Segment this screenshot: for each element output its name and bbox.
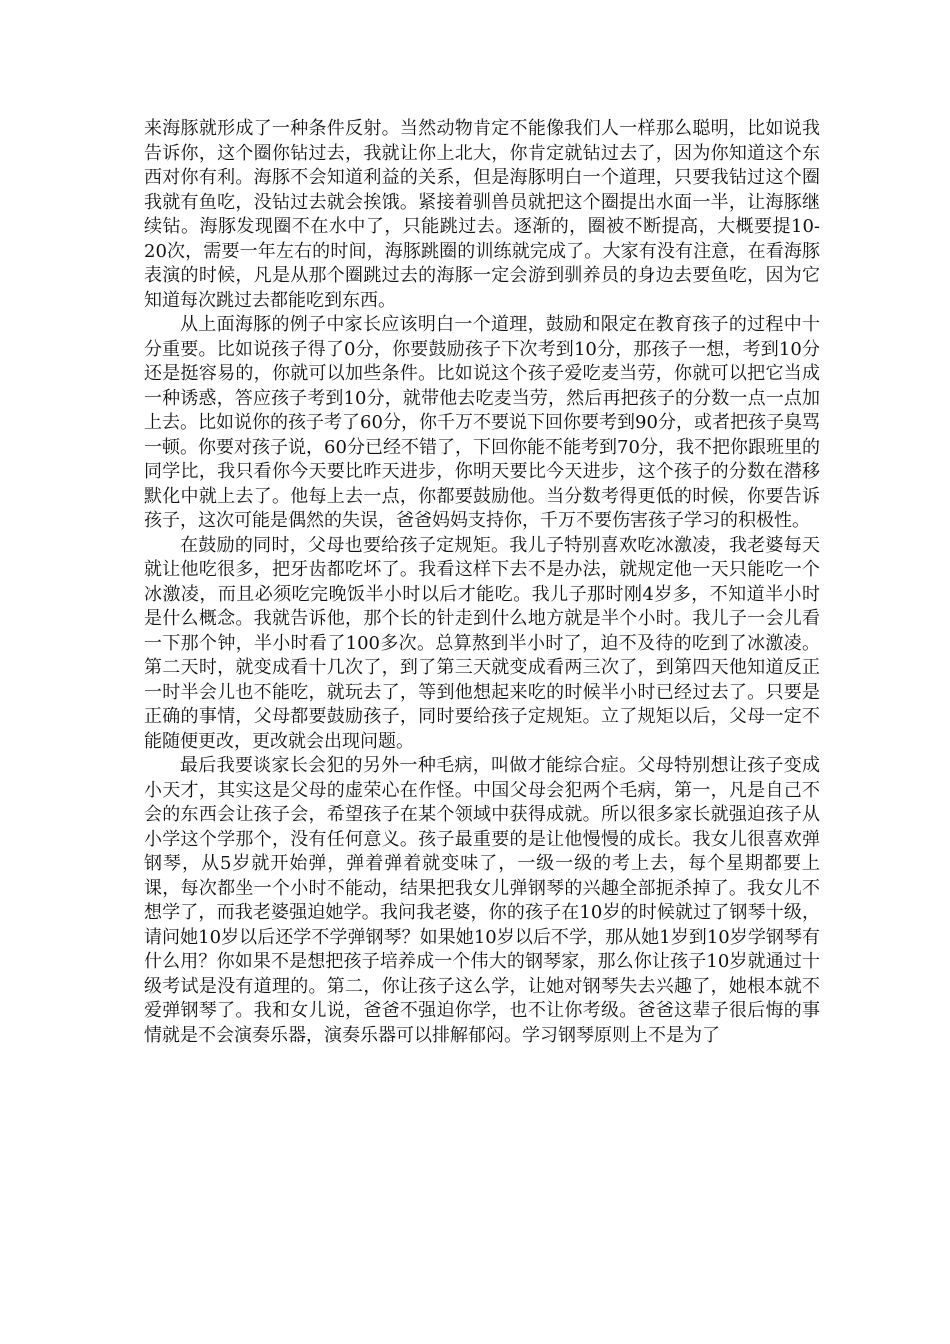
- paragraph-3: 在鼓励的同时，父母也要给孩子定规矩。我儿子特别喜欢吃冰激凌，我老婆每天就让他吃很多，把牙齿都吃坏了。我看这样下去不是办法，就规定他一天只能吃一个冰激凌，而且必须吃完晚饭半小时以后才能吃。我儿子那时刚4岁多，不知道半小时是什么概念。我就告诉他，那个长的针走到什么地方就是半个小时。我儿子一会儿看一下那个钟，半小时看了100多次。总算熬到半小时了，迫不及待的吃到了冰激凌。第二天时，就变成看十几次了，到了第三天就变成看两三次了，到第四天他知道反正一时半会儿也不能吃，就玩去了，等到他想起来吃的时候半小时已经过去了。只要是正确的事情，父母都要鼓励孩子，同时要给孩子定规矩。立了规矩以后，父母一定不能随便更改，更改就会出现问题。: [144, 534, 820, 752]
- paragraph-4: 最后我要谈家长会犯的另外一种毛病，叫做才能综合症。父母特别想让孩子变成小天才，其实这是父母的虚荣心在作怪。中国父母会犯两个毛病，第一，凡是自己不会的东西会让孩子会，希望孩子在某个领域中获得成就。所以很多家长就强迫孩子从小学这个学那个，没有任何意义。孩子最重要的是让他慢慢的成长。我女儿很喜欢弹钢琴，从5岁就开始弹，弹着弹着就变味了，一级一级的考上去，每个星期都要上课，每次都坐一个小时不能动，结果把我女儿弹钢琴的兴趣全部扼杀掉了。我女儿不想学了，而我老婆强迫她学。我问我老婆，你的孩子在10岁的时候就过了钢琴十级，请问她10岁以后还学不学弹钢琴？如果她10岁以后不学，那从她1岁到10岁学钢琴有什么用？你如果不是想把孩子培养成一个伟大的钢琴家，那么你让孩子10岁就通过十级考试是没有道理的。第二，你让孩子这么学，让她对钢琴失去兴趣了，她根本就不爱弹钢琴了。我和女儿说，爸爸不强迫你学，也不让你考级。爸爸这辈子很后悔的事情就是不会演奏乐器，演奏乐器可以排解郁闷。学习钢琴原则上不是为了: [144, 755, 820, 1046]
- document-page: [144, 117, 820, 1048]
- paragraph-2: 从上面海豚的例子中家长应该明白一个道理，鼓励和限定在教育孩子的过程中十分重要。比如说孩子得了0分，你要鼓励孩子下次考到10分，那孩子一想，考到10分还是挺容易的，你就可以加些条件。比如说这个孩子爱吃麦当劳，你就可以把它当成一种诱惑，答应孩子考到10分，就带他去吃麦当劳，然后再把孩子的分数一点一点加上去。比如说你的孩子考了60分，你千万不要说下回你要考到90分，或者把孩子臭骂一顿。你要对孩子说，60分已经不错了，下回你能不能考到70分，我不把你跟班里的同学比，我只看你今天要比昨天进步，你明天要比今天进步，这个孩子的分数在潜移默化中就上去了。他每上去一点，你都要鼓励他。当分数考得更低的时候，你要告诉孩子，这次可能是偶然的失误，爸爸妈妈支持你，千万不要伤害孩子学习的积极性。: [144, 314, 820, 531]
- paragraph-1: 来海豚就形成了一种条件反射。当然动物肯定不能像我们人一样那么聪明，比如说我告诉你，这个圈你钻过去，我就让你上北大，你肯定就钻过去了，因为你知道这个东西对你有利。海豚不会知道利益的关系，但是海豚明白一个道理，只要我钻过这个圈我就有鱼吃，没钻过去就会挨饿。紧接着驯兽员就把这个圈提出水面一半，让海豚继续钻。海豚发现圈不在水中了，只能跳过去。逐渐的，圈被不断提高，大概要提10-20次，需要一年左右的时间，海豚跳圈的训练就完成了。大家有没有注意，在看海豚表演的时候，凡是从那个圈跳过去的海豚一定会游到驯养员的身边去要鱼吃，因为它知道每次跳过去都能吃到东西。: [144, 118, 820, 311]
